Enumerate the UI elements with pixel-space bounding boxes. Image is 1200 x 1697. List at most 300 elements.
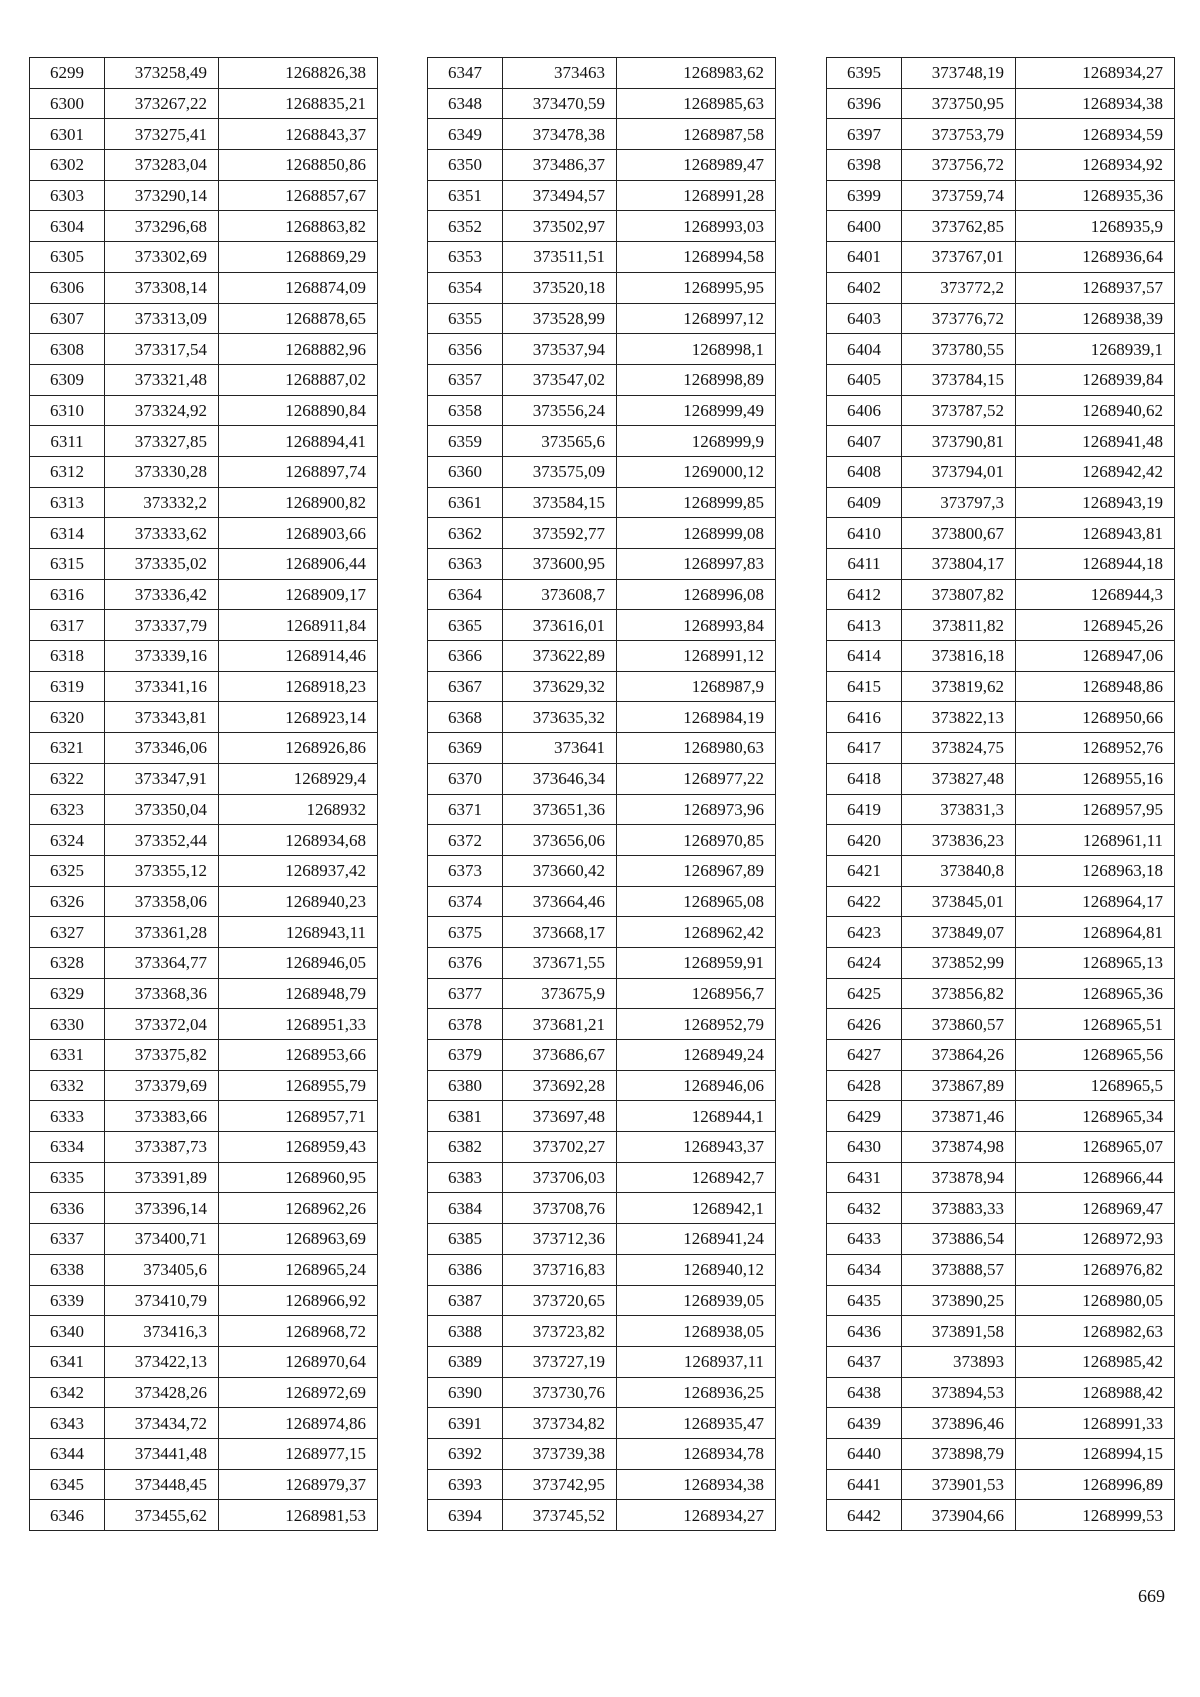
y-coordinate-cell: 1268955,79 xyxy=(219,1070,378,1101)
y-coordinate-cell: 1268937,57 xyxy=(1016,272,1175,303)
x-coordinate-cell: 373622,89 xyxy=(503,641,617,672)
y-coordinate-cell: 1268980,05 xyxy=(1016,1285,1175,1316)
y-coordinate-cell: 1268894,41 xyxy=(219,426,378,457)
point-number-cell: 6327 xyxy=(30,917,105,948)
table-row xyxy=(30,426,378,457)
x-coordinate-cell: 373350,04 xyxy=(105,794,219,825)
point-number-cell: 6321 xyxy=(30,733,105,764)
point-number-cell: 6311 xyxy=(30,426,105,457)
point-number-cell: 6410 xyxy=(827,518,902,549)
y-coordinate-cell: 1268973,96 xyxy=(617,794,776,825)
table-row xyxy=(30,119,378,150)
y-coordinate-cell: 1268951,33 xyxy=(219,1009,378,1040)
y-coordinate-cell: 1268993,84 xyxy=(617,610,776,641)
table-row xyxy=(428,1408,776,1439)
point-number-cell: 6351 xyxy=(428,180,503,211)
point-number-cell: 6301 xyxy=(30,119,105,150)
table-row xyxy=(827,549,1175,580)
x-coordinate-cell: 373317,54 xyxy=(105,334,219,365)
table-row xyxy=(827,671,1175,702)
point-number-cell: 6370 xyxy=(428,763,503,794)
point-number-cell: 6324 xyxy=(30,825,105,856)
y-coordinate-cell: 1268968,72 xyxy=(219,1316,378,1347)
y-coordinate-cell: 1268882,96 xyxy=(219,334,378,365)
point-number-cell: 6368 xyxy=(428,702,503,733)
x-coordinate-cell: 373347,91 xyxy=(105,763,219,794)
table-row xyxy=(827,1009,1175,1040)
point-number-cell: 6388 xyxy=(428,1316,503,1347)
x-coordinate-cell: 373874,98 xyxy=(902,1132,1016,1163)
y-coordinate-cell: 1268944,1 xyxy=(617,1101,776,1132)
point-number-cell: 6396 xyxy=(827,88,902,119)
table-row xyxy=(30,671,378,702)
y-coordinate-cell: 1268981,53 xyxy=(219,1500,378,1531)
x-coordinate-cell: 373537,94 xyxy=(503,334,617,365)
table-row xyxy=(30,1346,378,1377)
table-row xyxy=(30,610,378,641)
x-coordinate-cell: 373723,82 xyxy=(503,1316,617,1347)
x-coordinate-cell: 373898,79 xyxy=(902,1438,1016,1469)
point-number-cell: 6393 xyxy=(428,1469,503,1500)
point-number-cell: 6373 xyxy=(428,855,503,886)
point-number-cell: 6350 xyxy=(428,150,503,181)
table-row xyxy=(30,211,378,242)
y-coordinate-cell: 1268963,18 xyxy=(1016,855,1175,886)
table-row xyxy=(30,242,378,273)
point-number-cell: 6420 xyxy=(827,825,902,856)
table-row xyxy=(827,825,1175,856)
y-coordinate-cell: 1268900,82 xyxy=(219,487,378,518)
table-row xyxy=(30,702,378,733)
point-number-cell: 6315 xyxy=(30,549,105,580)
point-number-cell: 6334 xyxy=(30,1132,105,1163)
point-number-cell: 6427 xyxy=(827,1040,902,1071)
x-coordinate-cell: 373748,19 xyxy=(902,58,1016,89)
point-number-cell: 6355 xyxy=(428,303,503,334)
table-row xyxy=(827,211,1175,242)
y-coordinate-cell: 1268943,37 xyxy=(617,1132,776,1163)
table-row xyxy=(827,947,1175,978)
point-number-cell: 6365 xyxy=(428,610,503,641)
point-number-cell: 6344 xyxy=(30,1438,105,1469)
x-coordinate-cell: 373352,44 xyxy=(105,825,219,856)
x-coordinate-cell: 373739,38 xyxy=(503,1438,617,1469)
x-coordinate-cell: 373379,69 xyxy=(105,1070,219,1101)
y-coordinate-cell: 1268952,79 xyxy=(617,1009,776,1040)
table-row xyxy=(30,1009,378,1040)
x-coordinate-cell: 373290,14 xyxy=(105,180,219,211)
x-coordinate-cell: 373528,99 xyxy=(503,303,617,334)
x-coordinate-cell: 373784,15 xyxy=(902,364,1016,395)
x-coordinate-cell: 373883,33 xyxy=(902,1193,1016,1224)
x-coordinate-cell: 373706,03 xyxy=(503,1162,617,1193)
table-row xyxy=(827,487,1175,518)
coordinate-table-2 xyxy=(427,57,776,1531)
point-number-cell: 6389 xyxy=(428,1346,503,1377)
point-number-cell: 6338 xyxy=(30,1254,105,1285)
y-coordinate-cell: 1268956,7 xyxy=(617,978,776,1009)
table-row xyxy=(827,1500,1175,1531)
y-coordinate-cell: 1268989,47 xyxy=(617,150,776,181)
y-coordinate-cell: 1268937,11 xyxy=(617,1346,776,1377)
page-number: 669 xyxy=(1138,1586,1165,1606)
y-coordinate-cell: 1268946,05 xyxy=(219,947,378,978)
x-coordinate-cell: 373849,07 xyxy=(902,917,1016,948)
x-coordinate-cell: 373327,85 xyxy=(105,426,219,457)
point-number-cell: 6372 xyxy=(428,825,503,856)
x-coordinate-cell: 373600,95 xyxy=(503,549,617,580)
y-coordinate-cell: 1268897,74 xyxy=(219,456,378,487)
x-coordinate-cell: 373324,92 xyxy=(105,395,219,426)
y-coordinate-cell: 1268890,84 xyxy=(219,395,378,426)
x-coordinate-cell: 373416,3 xyxy=(105,1316,219,1347)
table-row xyxy=(30,1254,378,1285)
y-coordinate-cell: 1268985,63 xyxy=(617,88,776,119)
table-row xyxy=(428,303,776,334)
table-row xyxy=(428,242,776,273)
x-coordinate-cell: 373852,99 xyxy=(902,947,1016,978)
x-coordinate-cell: 373893 xyxy=(902,1346,1016,1377)
x-coordinate-cell: 373845,01 xyxy=(902,886,1016,917)
table-row xyxy=(827,456,1175,487)
table-row xyxy=(428,1469,776,1500)
x-coordinate-cell: 373321,48 xyxy=(105,364,219,395)
x-coordinate-cell: 373434,72 xyxy=(105,1408,219,1439)
x-coordinate-cell: 373894,53 xyxy=(902,1377,1016,1408)
point-number-cell: 6421 xyxy=(827,855,902,886)
table-row xyxy=(30,978,378,1009)
table-row xyxy=(30,1224,378,1255)
x-coordinate-cell: 373336,42 xyxy=(105,579,219,610)
x-coordinate-cell: 373896,46 xyxy=(902,1408,1016,1439)
y-coordinate-cell: 1268983,62 xyxy=(617,58,776,89)
point-number-cell: 6339 xyxy=(30,1285,105,1316)
point-number-cell: 6308 xyxy=(30,334,105,365)
x-coordinate-cell: 373668,17 xyxy=(503,917,617,948)
table-row xyxy=(428,1193,776,1224)
table-row xyxy=(30,579,378,610)
y-coordinate-cell: 1268934,59 xyxy=(1016,119,1175,150)
point-number-cell: 6326 xyxy=(30,886,105,917)
y-coordinate-cell: 1268999,49 xyxy=(617,395,776,426)
y-coordinate-cell: 1268940,12 xyxy=(617,1254,776,1285)
table-row xyxy=(827,1193,1175,1224)
x-coordinate-cell: 373811,82 xyxy=(902,610,1016,641)
table-row xyxy=(827,395,1175,426)
table-row xyxy=(428,395,776,426)
point-number-cell: 6364 xyxy=(428,579,503,610)
table-row xyxy=(428,1316,776,1347)
x-coordinate-cell: 373822,13 xyxy=(902,702,1016,733)
x-coordinate-cell: 373767,01 xyxy=(902,242,1016,273)
point-number-cell: 6347 xyxy=(428,58,503,89)
y-coordinate-cell: 1268993,03 xyxy=(617,211,776,242)
x-coordinate-cell: 373797,3 xyxy=(902,487,1016,518)
point-number-cell: 6320 xyxy=(30,702,105,733)
x-coordinate-cell: 373720,65 xyxy=(503,1285,617,1316)
x-coordinate-cell: 373455,62 xyxy=(105,1500,219,1531)
point-number-cell: 6337 xyxy=(30,1224,105,1255)
table-row xyxy=(428,671,776,702)
x-coordinate-cell: 373267,22 xyxy=(105,88,219,119)
point-number-cell: 6310 xyxy=(30,395,105,426)
y-coordinate-cell: 1268965,07 xyxy=(1016,1132,1175,1163)
table-row xyxy=(428,825,776,856)
table-row xyxy=(428,978,776,1009)
point-number-cell: 6441 xyxy=(827,1469,902,1500)
y-coordinate-cell: 1268943,19 xyxy=(1016,487,1175,518)
point-number-cell: 6367 xyxy=(428,671,503,702)
x-coordinate-cell: 373651,36 xyxy=(503,794,617,825)
y-coordinate-cell: 1268938,39 xyxy=(1016,303,1175,334)
table-row xyxy=(30,794,378,825)
table-row xyxy=(30,1377,378,1408)
x-coordinate-cell: 373702,27 xyxy=(503,1132,617,1163)
x-coordinate-cell: 373794,01 xyxy=(902,456,1016,487)
point-number-cell: 6323 xyxy=(30,794,105,825)
point-number-cell: 6414 xyxy=(827,641,902,672)
point-number-cell: 6336 xyxy=(30,1193,105,1224)
x-coordinate-cell: 373675,9 xyxy=(503,978,617,1009)
y-coordinate-cell: 1268936,64 xyxy=(1016,242,1175,273)
table-row xyxy=(428,180,776,211)
y-coordinate-cell: 1268996,89 xyxy=(1016,1469,1175,1500)
x-coordinate-cell: 373708,76 xyxy=(503,1193,617,1224)
y-coordinate-cell: 1268991,12 xyxy=(617,641,776,672)
x-coordinate-cell: 373335,02 xyxy=(105,549,219,580)
point-number-cell: 6302 xyxy=(30,150,105,181)
table-row xyxy=(30,1408,378,1439)
point-number-cell: 6395 xyxy=(827,58,902,89)
point-number-cell: 6394 xyxy=(428,1500,503,1531)
y-coordinate-cell: 1268953,66 xyxy=(219,1040,378,1071)
table-row xyxy=(827,1224,1175,1255)
y-coordinate-cell: 1268938,05 xyxy=(617,1316,776,1347)
table-row xyxy=(30,1438,378,1469)
table-row xyxy=(30,1500,378,1531)
table-row xyxy=(428,733,776,764)
y-coordinate-cell: 1268982,63 xyxy=(1016,1316,1175,1347)
y-coordinate-cell: 1268923,14 xyxy=(219,702,378,733)
x-coordinate-cell: 373756,72 xyxy=(902,150,1016,181)
table-row xyxy=(428,1070,776,1101)
table-row xyxy=(30,917,378,948)
y-coordinate-cell: 1268911,84 xyxy=(219,610,378,641)
point-number-cell: 6346 xyxy=(30,1500,105,1531)
table-row xyxy=(30,763,378,794)
y-coordinate-cell: 1268988,42 xyxy=(1016,1377,1175,1408)
point-number-cell: 6304 xyxy=(30,211,105,242)
point-number-cell: 6379 xyxy=(428,1040,503,1071)
table-row xyxy=(428,1009,776,1040)
table-row xyxy=(827,579,1175,610)
x-coordinate-cell: 373375,82 xyxy=(105,1040,219,1071)
point-number-cell: 6430 xyxy=(827,1132,902,1163)
point-number-cell: 6442 xyxy=(827,1500,902,1531)
y-coordinate-cell: 1268934,27 xyxy=(1016,58,1175,89)
table-row xyxy=(827,88,1175,119)
y-coordinate-cell: 1268950,66 xyxy=(1016,702,1175,733)
table-row xyxy=(827,1040,1175,1071)
y-coordinate-cell: 1268999,53 xyxy=(1016,1500,1175,1531)
x-coordinate-cell: 373330,28 xyxy=(105,456,219,487)
point-number-cell: 6341 xyxy=(30,1346,105,1377)
table-row xyxy=(827,1469,1175,1500)
table-row xyxy=(428,58,776,89)
y-coordinate-cell: 1268874,09 xyxy=(219,272,378,303)
table-row xyxy=(30,1040,378,1071)
point-number-cell: 6333 xyxy=(30,1101,105,1132)
table-row xyxy=(428,150,776,181)
point-number-cell: 6369 xyxy=(428,733,503,764)
point-number-cell: 6390 xyxy=(428,1377,503,1408)
y-coordinate-cell: 1268936,25 xyxy=(617,1377,776,1408)
y-coordinate-cell: 1268942,1 xyxy=(617,1193,776,1224)
y-coordinate-cell: 1268948,79 xyxy=(219,978,378,1009)
table-row xyxy=(30,180,378,211)
y-coordinate-cell: 1268940,23 xyxy=(219,886,378,917)
point-number-cell: 6306 xyxy=(30,272,105,303)
table-row xyxy=(428,1438,776,1469)
point-number-cell: 6433 xyxy=(827,1224,902,1255)
x-coordinate-cell: 373664,46 xyxy=(503,886,617,917)
point-number-cell: 6380 xyxy=(428,1070,503,1101)
point-number-cell: 6316 xyxy=(30,579,105,610)
y-coordinate-cell: 1268997,83 xyxy=(617,549,776,580)
x-coordinate-cell: 373584,15 xyxy=(503,487,617,518)
y-coordinate-cell: 1268965,51 xyxy=(1016,1009,1175,1040)
y-coordinate-cell: 1268960,95 xyxy=(219,1162,378,1193)
point-number-cell: 6318 xyxy=(30,641,105,672)
y-coordinate-cell: 1268940,62 xyxy=(1016,395,1175,426)
table-row xyxy=(428,119,776,150)
table-row xyxy=(428,1101,776,1132)
x-coordinate-cell: 373520,18 xyxy=(503,272,617,303)
y-coordinate-cell: 1268835,21 xyxy=(219,88,378,119)
table-row xyxy=(827,150,1175,181)
x-coordinate-cell: 373867,89 xyxy=(902,1070,1016,1101)
table-row xyxy=(428,487,776,518)
y-coordinate-cell: 1268946,06 xyxy=(617,1070,776,1101)
point-number-cell: 6406 xyxy=(827,395,902,426)
x-coordinate-cell: 373686,67 xyxy=(503,1040,617,1071)
x-coordinate-cell: 373343,81 xyxy=(105,702,219,733)
x-coordinate-cell: 373787,52 xyxy=(902,395,1016,426)
x-coordinate-cell: 373422,13 xyxy=(105,1346,219,1377)
table-row xyxy=(30,456,378,487)
point-number-cell: 6374 xyxy=(428,886,503,917)
x-coordinate-cell: 373772,2 xyxy=(902,272,1016,303)
table-row xyxy=(30,641,378,672)
point-number-cell: 6412 xyxy=(827,579,902,610)
point-number-cell: 6411 xyxy=(827,549,902,580)
x-coordinate-cell: 373448,45 xyxy=(105,1469,219,1500)
y-coordinate-cell: 1268932 xyxy=(219,794,378,825)
table-row xyxy=(30,150,378,181)
table-row xyxy=(30,1101,378,1132)
y-coordinate-cell: 1268964,81 xyxy=(1016,917,1175,948)
table-row xyxy=(30,1469,378,1500)
table-row xyxy=(827,1285,1175,1316)
x-coordinate-cell: 373372,04 xyxy=(105,1009,219,1040)
point-number-cell: 6299 xyxy=(30,58,105,89)
x-coordinate-cell: 373671,55 xyxy=(503,947,617,978)
table-row xyxy=(428,855,776,886)
table-row xyxy=(827,58,1175,89)
x-coordinate-cell: 373494,57 xyxy=(503,180,617,211)
x-coordinate-cell: 373886,54 xyxy=(902,1224,1016,1255)
point-number-cell: 6391 xyxy=(428,1408,503,1439)
y-coordinate-cell: 1268887,02 xyxy=(219,364,378,395)
table-row xyxy=(428,702,776,733)
table-row xyxy=(428,1500,776,1531)
y-coordinate-cell: 1268944,3 xyxy=(1016,579,1175,610)
table-row xyxy=(428,1040,776,1071)
point-number-cell: 6378 xyxy=(428,1009,503,1040)
table-row xyxy=(827,119,1175,150)
table-row xyxy=(827,242,1175,273)
x-coordinate-cell: 373904,66 xyxy=(902,1500,1016,1531)
point-number-cell: 6402 xyxy=(827,272,902,303)
x-coordinate-cell: 373355,12 xyxy=(105,855,219,886)
point-number-cell: 6413 xyxy=(827,610,902,641)
x-coordinate-cell: 373641 xyxy=(503,733,617,764)
x-coordinate-cell: 373790,81 xyxy=(902,426,1016,457)
x-coordinate-cell: 373878,94 xyxy=(902,1162,1016,1193)
x-coordinate-cell: 373890,25 xyxy=(902,1285,1016,1316)
x-coordinate-cell: 373656,06 xyxy=(503,825,617,856)
point-number-cell: 6371 xyxy=(428,794,503,825)
table-row xyxy=(827,334,1175,365)
x-coordinate-cell: 373750,95 xyxy=(902,88,1016,119)
x-coordinate-cell: 373332,2 xyxy=(105,487,219,518)
y-coordinate-cell: 1268934,68 xyxy=(219,825,378,856)
x-coordinate-cell: 373441,48 xyxy=(105,1438,219,1469)
table-row xyxy=(827,1162,1175,1193)
table-row xyxy=(827,303,1175,334)
x-coordinate-cell: 373428,26 xyxy=(105,1377,219,1408)
point-number-cell: 6398 xyxy=(827,150,902,181)
x-coordinate-cell: 373387,73 xyxy=(105,1132,219,1163)
table-row xyxy=(827,1438,1175,1469)
table-row xyxy=(428,272,776,303)
point-number-cell: 6363 xyxy=(428,549,503,580)
point-number-cell: 6300 xyxy=(30,88,105,119)
point-number-cell: 6319 xyxy=(30,671,105,702)
y-coordinate-cell: 1268966,92 xyxy=(219,1285,378,1316)
table-row xyxy=(827,763,1175,794)
y-coordinate-cell: 1268945,26 xyxy=(1016,610,1175,641)
x-coordinate-cell: 373410,79 xyxy=(105,1285,219,1316)
x-coordinate-cell: 373804,17 xyxy=(902,549,1016,580)
x-coordinate-cell: 373258,49 xyxy=(105,58,219,89)
x-coordinate-cell: 373364,77 xyxy=(105,947,219,978)
point-number-cell: 6356 xyxy=(428,334,503,365)
x-coordinate-cell: 373759,74 xyxy=(902,180,1016,211)
y-coordinate-cell: 1268826,38 xyxy=(219,58,378,89)
x-coordinate-cell: 373681,21 xyxy=(503,1009,617,1040)
x-coordinate-cell: 373502,97 xyxy=(503,211,617,242)
table-row xyxy=(827,855,1175,886)
point-number-cell: 6401 xyxy=(827,242,902,273)
y-coordinate-cell: 1268934,27 xyxy=(617,1500,776,1531)
table-row xyxy=(428,886,776,917)
table-row xyxy=(30,58,378,89)
point-number-cell: 6359 xyxy=(428,426,503,457)
table-row xyxy=(30,88,378,119)
y-coordinate-cell: 1268935,9 xyxy=(1016,211,1175,242)
table-row xyxy=(827,610,1175,641)
